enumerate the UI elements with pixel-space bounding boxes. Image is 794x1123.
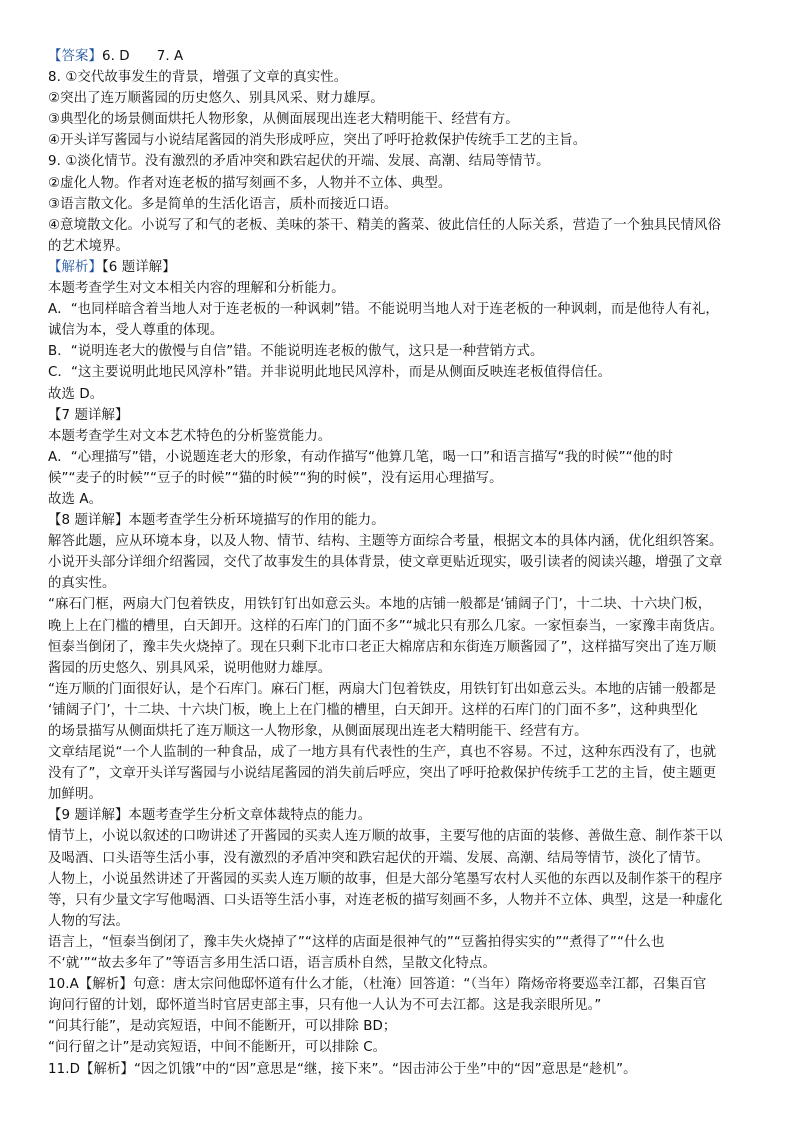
- line-text: 的场景描写从侧面烘托了连万顺这一人物形象，从侧面展现出连老大精明能干、经营有方。: [48, 724, 588, 739]
- line-text: 故选 D。: [48, 386, 104, 402]
- text-line: [48, 974, 752, 995]
- line-text: ②虚化人物。作者对连老板的描写刻画不多，人物并不立体、典型。: [48, 175, 452, 191]
- line-text: 本题考查学生对文本艺术特色的分析鉴赏能力。: [48, 428, 332, 444]
- text-line: [48, 468, 752, 489]
- line-text: 加鲜明。: [48, 787, 102, 803]
- line-text: ④意境散文化。小说写了和气的老板、美味的茶干、精美的酱菜、彼此信任的人际关系，营造了一个独具民情风俗: [48, 217, 722, 233]
- line-text: 8. ①交代故事发生的背景，增强了文章的真实性。: [48, 70, 348, 86]
- text-line: [48, 215, 752, 236]
- text-line: [48, 1059, 752, 1080]
- line-text: 询问行留的计划，邸怀道当时官居吏部主事，只有他一人认为不可去江都。这是我亲眼所见。”: [48, 998, 602, 1014]
- text-line: [48, 869, 752, 890]
- text-line: [48, 1016, 752, 1037]
- line-text: 10.A【解析】句意：唐太宗问他邸怀道有什么才能，（杜淹）回答道：“（当年）隋炀帝将要巡幸江都，召集百官: [48, 977, 707, 993]
- text-line: [48, 531, 752, 552]
- text-line: [48, 700, 752, 721]
- line-text: 晚上上在门槛的槽里，白天卸开。这样的石库门的门面不多”“城北只有那么几家。一家恒泰当，一家豫丰南货店。: [48, 618, 724, 634]
- text-line: [48, 447, 752, 468]
- line-text: 人物上，小说虽然讲述了开酱园的买卖人连万顺的故事，但是大部分笔墨写农村人买他的东西以及制作茶干的程序: [48, 871, 723, 887]
- text-line: [48, 1037, 752, 1058]
- text-line: [48, 953, 752, 974]
- text-line: [48, 257, 752, 278]
- text-line: [48, 109, 752, 130]
- line-text: A．“心理描写”错，小说题连老大的形象，有动作描写“他算几笔，喝一口”和语言描写“我的时候”“他的时: [48, 449, 674, 465]
- line-text: 【7 题详解】: [48, 407, 129, 423]
- text-line: [48, 995, 752, 1016]
- text-line: [48, 88, 752, 109]
- line-text: “连万顺的门面很好认，是个石库门。麻石门框，两扇大门包着铁皮，用铁钉钉出如意云头。本地的店铺一般都是: [48, 681, 717, 697]
- text-line: [48, 742, 752, 763]
- line-text: 故选 A。: [48, 491, 103, 507]
- line-text: 6. D 7. A: [101, 49, 184, 64]
- line-text: 【6 题详解】: [101, 259, 176, 275]
- text-line: [48, 341, 752, 362]
- text-line: [48, 151, 752, 172]
- line-text: 的艺术境界。: [48, 238, 129, 254]
- line-text: 酱园的历史悠久、别具风采，说明他财力雄厚。: [48, 660, 332, 676]
- line-text: “麻石门框，两扇大门包着铁皮，用铁钉钉出如意云头。本地的店铺一般都是‘铺阔子门’，十二块、十六块门板，: [48, 597, 712, 613]
- line-text: 人物的写法。: [48, 913, 129, 929]
- text-line: [48, 173, 752, 194]
- line-text: ②突出了连万顺酱园的历史悠久、别具风采、财力雄厚。: [48, 91, 384, 107]
- text-line: [48, 658, 752, 679]
- line-text: 11.D【解析】“因之饥饿”中的“因”意思是“继，接下来”。“因击沛公于坐”中的“因”意思是“趁机”。: [48, 1061, 637, 1077]
- line-text: 不‘就’”“故去多年了”等语言多用生活口语，语言质朴自然，呈散文化特点。: [48, 956, 497, 972]
- text-line: [48, 890, 752, 911]
- line-text: C．“这主要说明此地民风淳朴”错。并非说明此地民风淳朴，而是从侧面反映连老板值得信任。: [48, 365, 612, 381]
- line-text: 小说开头部分详细介绍酱园，交代了故事发生的具体背景，使文章更贴近现实，吸引读者的阅读兴趣，增强了文章: [48, 555, 723, 571]
- text-line: [48, 763, 752, 784]
- line-text: 解答此题，应从环境本身，以及人物、情节、结构、主题等方面综合考量，根据文本的具体内涵，优化组织答案。: [48, 534, 723, 550]
- text-line: [48, 426, 752, 447]
- text-line: [48, 679, 752, 700]
- line-text: 9. ①淡化情节。没有激烈的矛盾冲突和跌宕起伏的开端、发展、高潮、结局等情节。: [48, 154, 550, 170]
- text-line: [48, 510, 752, 531]
- line-text: 诚信为本，受人尊重的体现。: [48, 323, 224, 339]
- line-text: 情节上，小说以叙述的口吻讲述了开酱园的买卖人连万顺的故事，主要写他的店面的装修、善做生意、制作茶干以: [48, 829, 723, 845]
- text-line: [48, 130, 752, 151]
- line-text: B．“说明连老大的傲慢与自信”错。不能说明连老板的傲气，这只是一种营销方式。: [48, 344, 544, 360]
- line-text: ④开头详写酱园与小说结尾酱园的消失形成呼应，突出了呼吁抢救保护传统手工艺的主旨。: [48, 133, 587, 149]
- text-line: [48, 489, 752, 510]
- line-text: A．“也同样暗含着当地人对于连老板的一种讽刺”错。不能说明当地人对于连老板的一种讽刺，而是他待人有礼，: [48, 302, 719, 318]
- answer-analysis-text: [48, 46, 752, 1080]
- text-line: [48, 805, 752, 826]
- line-text: 文章结尾说“一个人监制的一种食品，成了一地方具有代表性的生产，真也不容易。不过，这种东西没有了，也就: [48, 745, 717, 761]
- line-text: 语言上，“恒泰当倒闭了，豫丰失火烧掉了”“这样的店面是很神气的”“豆酱拍得实实的”“煮得了”“什么也: [48, 934, 665, 950]
- line-text: 及喝酒、口头语等生活小事，没有激烈的矛盾冲突和跌宕起伏的开端、发展、高潮、结局等情节，淡化了情节。: [48, 850, 710, 866]
- line-text: 候”“麦子的时候”“豆子的时候”“猫的时候”“狗的时候”，没有运用心理描写。: [48, 470, 503, 486]
- section-tag: 【解析】: [48, 259, 102, 275]
- text-line: [48, 320, 752, 341]
- text-line: [48, 721, 752, 742]
- line-text: 【8 题详解】本题考查学生分析环境描写的作用的能力。: [48, 513, 385, 529]
- text-line: [48, 573, 752, 594]
- text-line: [48, 594, 752, 615]
- line-text: 等，只有少量文字写他喝酒、口头语等生活小事，对连老板的描写刻画不多，人物并不立体、典型，这是一种虚化: [48, 892, 723, 908]
- line-text: 的真实性。: [48, 576, 116, 592]
- line-text: 本题考查学生对文本相关内容的理解和分析能力。: [48, 281, 345, 297]
- text-line: [48, 299, 752, 320]
- line-text: 恒泰当倒闭了，豫丰失火烧掉了。现在只剩下北市口老正大棉席店和东街连万顺酱园了”，这样描写突出了连万顺: [48, 639, 717, 655]
- text-line: [48, 384, 752, 405]
- text-line: [48, 637, 752, 658]
- text-line: [48, 784, 752, 805]
- text-line: [48, 552, 752, 573]
- text-line: [48, 848, 752, 869]
- line-text: “问其行能”，是动宾短语，中间不能断开，可以排除 BD；: [48, 1019, 397, 1035]
- text-line: [48, 278, 752, 299]
- text-line: [48, 826, 752, 847]
- line-text: ③语言散文化。多是简单的生活化语言，质朴而接近口语。: [48, 196, 398, 212]
- text-line: [48, 616, 752, 637]
- section-tag: 【答案】: [48, 49, 102, 64]
- line-text: ③典型化的场景侧面烘托人物形象，从侧面展现出连老大精明能干、经营有方。: [48, 112, 519, 128]
- text-line: [48, 932, 752, 953]
- line-text: 【9 题详解】本题考查学生分析文章体裁特点的能力。: [48, 808, 372, 824]
- text-line: [48, 46, 752, 67]
- text-line: [48, 362, 752, 383]
- text-line: [48, 67, 752, 88]
- line-text: “问行留之计”是动宾短语，中间不能断开，可以排除 C。: [48, 1040, 387, 1056]
- text-line: [48, 194, 752, 215]
- line-text: 没有了”，文章开头详写酱园与小说结尾酱园的消失前后呼应，突出了呼吁抢救保护传统手工艺的主旨，使主题更: [48, 766, 717, 782]
- text-line: [48, 236, 752, 257]
- line-text: ‘铺阔子门’，十二块、十六块门板，晚上上在门槛的槽里，白天卸开。这样的石库门的门面不多”，这种典型化: [48, 702, 698, 718]
- text-line: [48, 911, 752, 932]
- text-line: [48, 405, 752, 426]
